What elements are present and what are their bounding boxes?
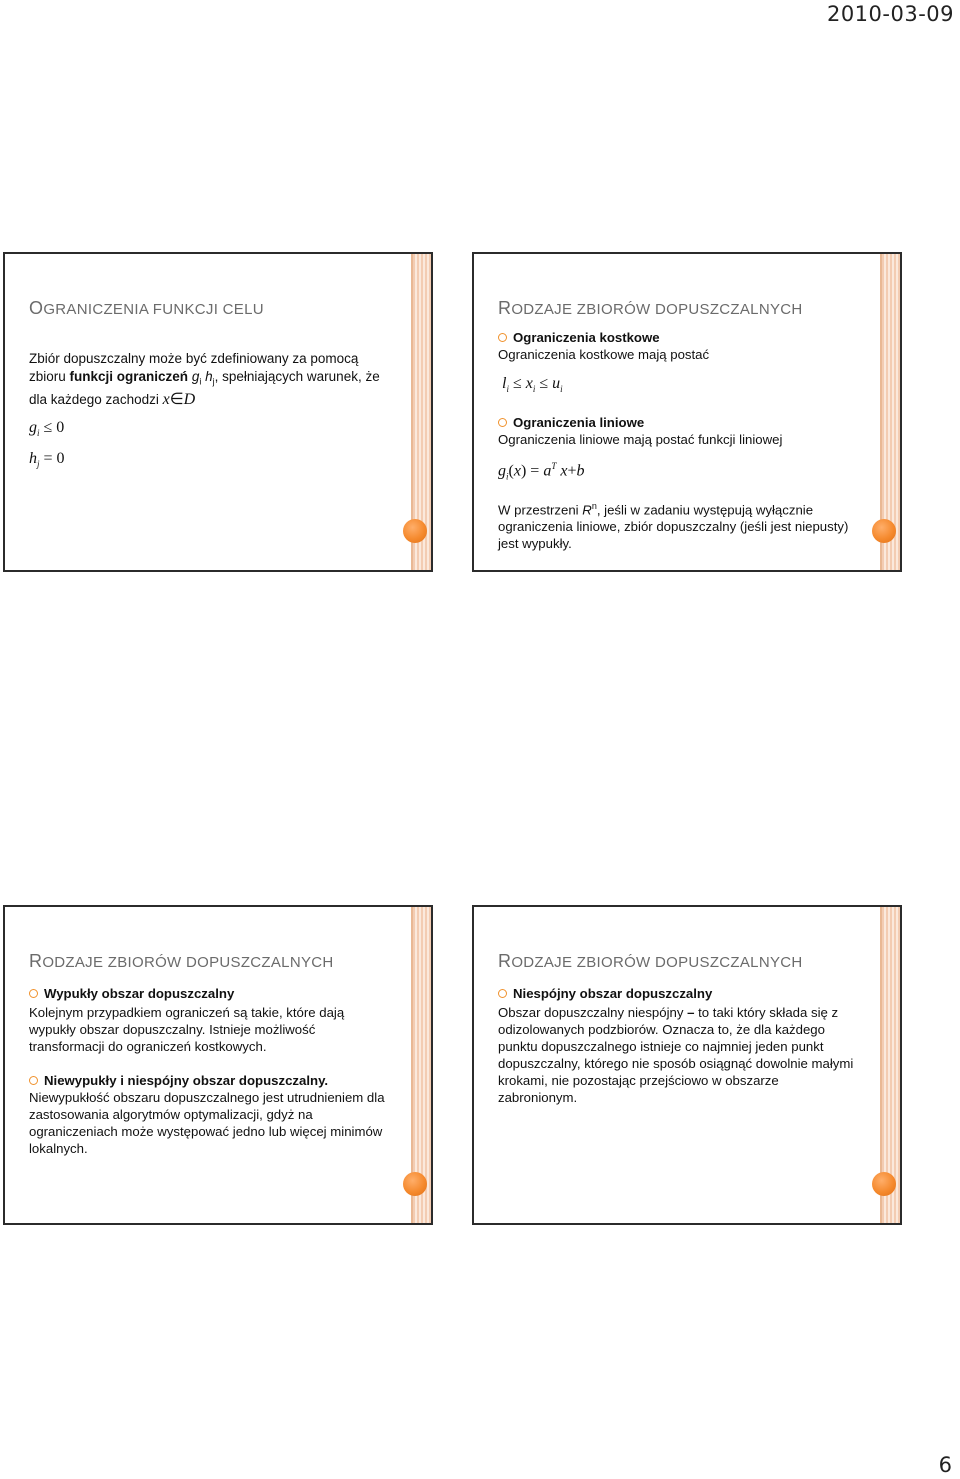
orange-dot-icon bbox=[872, 1172, 896, 1196]
formula-box-constraints: $l_i \le x_i \le u_i$ bbox=[502, 375, 563, 395]
slide-title: OGRANICZENIA FUNKCJI CELU bbox=[29, 298, 264, 318]
orange-dot-icon bbox=[403, 1172, 427, 1196]
bullet-circle-icon bbox=[498, 418, 507, 427]
paragraph-convexity: W przestrzeni $R^n$, jeśli w zadaniu występują wyłącznie ograniczenia liniowe, zbiór dopuszczalny (jeśli jest niepusty) jest wypukły. bbox=[498, 500, 849, 552]
bullet-circle-icon bbox=[498, 989, 507, 998]
page-number: 6 bbox=[938, 1453, 952, 1477]
bullet-niespojny: Niespójny obszar dopuszczalny bbox=[498, 985, 860, 1002]
slide-body: Wypukły obszar dopuszczalny Kolejnym przypadkiem ograniczeń są takie, które dają wypukły obszar dopuszczalny. Istnieje możliwość transformacji do ograniczeń kostkowych. Niewypukły i niespójny obszar dopuszczalny. Niewypukłość obszaru dopuszczalnego jest utrudnieniem dla zastosowania algorytmów optymalizacji, gdyż na ograniczeniach może występować jedno lub więcej minimów lokalnych. bbox=[29, 985, 391, 1157]
bullet-ograniczenia-liniowe: Ograniczenia liniowe bbox=[498, 414, 856, 431]
formula-g-le-0: $g_i \le 0$ bbox=[29, 418, 65, 438]
slide-2 bbox=[472, 252, 902, 572]
date-header: 2010-03-09 bbox=[826, 2, 954, 26]
bullet-circle-icon bbox=[498, 333, 507, 342]
orange-dot-icon bbox=[872, 519, 896, 543]
bullet-niewypukly: Niewypukły i niespójny obszar dopuszczalny. bbox=[29, 1072, 391, 1089]
slide-title: RODZAJE ZBIORÓW DOPUSZCZALNYCH bbox=[498, 298, 803, 318]
bullet-circle-icon bbox=[29, 1076, 38, 1085]
bullet-circle-icon bbox=[29, 989, 38, 998]
bullet-wypukly: Wypukły obszar dopuszczalny bbox=[29, 985, 391, 1002]
orange-dot-icon bbox=[403, 519, 427, 543]
slide-title: RODZAJE ZBIORÓW DOPUSZCZALNYCH bbox=[29, 951, 334, 971]
formula-linear: $g_i(x) = a^T$ x+b bbox=[498, 461, 585, 482]
bullet-ograniczenia-kostkowe: Ograniczenia kostkowe bbox=[498, 329, 856, 346]
formula-h-eq-0: $h_j = 0$ bbox=[29, 449, 65, 470]
slide-title: RODZAJE ZBIORÓW DOPUSZCZALNYCH bbox=[498, 951, 803, 971]
slide-body: Ograniczenia kostkowe Ograniczenia kostkowe mają postać $l_i \le x_i \le u_i$ Ograniczenia liniowe Ograniczenia liniowe mają postać funkcji liniowej $g_i(x) = a^T$ x+b W przestrzeni $R^n$, jeśli w zadaniu występują wyłącznie ograniczenia liniowe, zbiór dopuszczalny (jeśli jest niepusty) jest wypukły. bbox=[498, 329, 856, 552]
slide-1 bbox=[3, 252, 433, 572]
slide-body: Niespójny obszar dopuszczalny Obszar dopuszczalny niespójny – to taki który składa się z odizolowanych podzbiorów. Oznacza to, że dla każdego punktu dopuszczalnego istnieje co najmniej jeden punkt dopuszczalny, którego nie sposób osiągnąć dowolnie małymi krokami, nie pozostając przejściowo w obszarze zabronionym. bbox=[498, 985, 860, 1106]
slide-4 bbox=[472, 905, 902, 1225]
slide-3 bbox=[3, 905, 433, 1225]
formula-x-in-d: x∈D bbox=[162, 390, 196, 408]
slide-body: Zbiór dopuszczalny może być zdefiniowany za pomocą zbioru funkcji ograniczeń $g_i$ $h_j$, spełniających warunek, że dla każdego zachodzi x∈D $g_i \le 0$ $h_j = 0$ bbox=[29, 350, 383, 473]
